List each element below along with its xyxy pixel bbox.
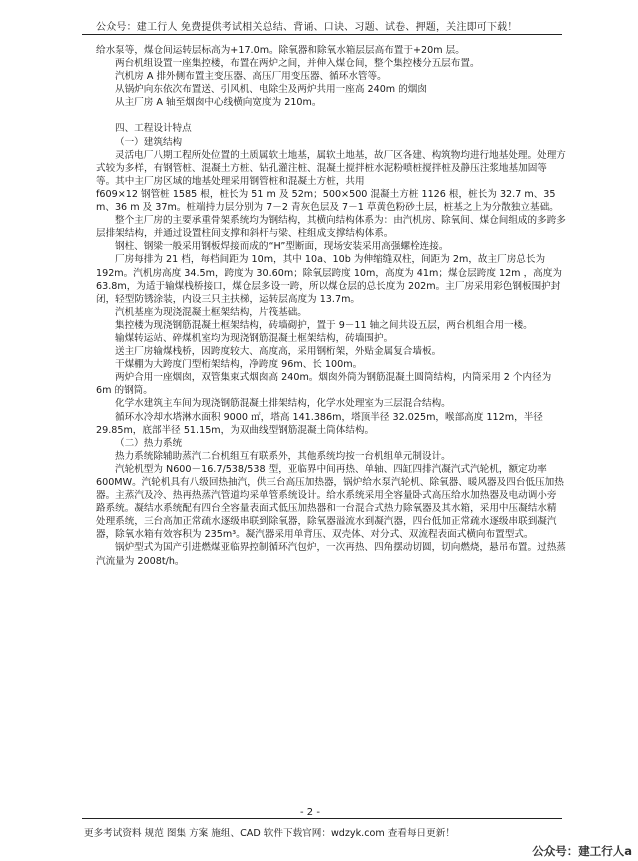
- subsection-heading: （一）建筑结构: [115, 136, 183, 148]
- page-footer: 更多考试资料 规范 图集 方案 施组、CAD 软件下载官网：wdzyk.com 查看每日更新！: [84, 828, 455, 839]
- paragraph: f609×12 钢管桩 1585 根，桩长为 51 m 及 52m；500×500 混凝土方桩 1126 根，桩长为 32.7 m、35 m、36 m 及 37m。桩端持力层分别为 7－2 青灰色层及 7－1 草黄色粉砂土层，桩基之上为分散独立基础。: [96, 188, 559, 214]
- section-heading: 四、工程设计特点: [115, 123, 192, 135]
- paragraph: 汽轮机型为 N600－16.7/538/538 型，亚临界中间再热、单轴、四缸四排汽凝汽式汽轮机，额定功率 600MW。汽轮机具有八级回热抽汽，供三台高压加热器，锅炉给水泵汽轮机、除氧器、暖风器及四台低压加热器。主蒸汽及冷、热再热蒸汽管道均采单管系统设计。给水系统采用全容量卧式高压给水加热器及电动调小旁路系统。凝结水系统配有四台全容量表面式低压加热器和一台混合式热力除氧器及其水箱，采用中压凝结水精处理系统，三台高加正常疏水逐级串联到除氧器，除氧器溢流水到凝汽器，四台低加正常疏水逐级串联到凝汽器，除氧水箱有效容积为 235m³。凝汽器采用单背压、双壳体、对分式、双流程表面式横向布置型式。: [96, 463, 564, 541]
- paragraph: 输煤转运站、碎煤机室均为现浇钢筋混凝土框架结构，砖墙围护。: [115, 332, 394, 344]
- paragraph: 集控楼为现浇钢筋混凝土框架结构，砖墙砌护，置于 9－11 轴之间共设五层，两台机组合用一楼。: [115, 319, 533, 331]
- paragraph: 从主厂房 A 轴至烟囱中心线横向宽度为 210m。: [115, 97, 322, 109]
- paragraph: 锅炉型式为国产引进燃煤亚临界控制循环汽包炉，一次再热、四角摆动切圆，切向燃烧，悬吊布置。过热蒸汽流量为 2008t/h。: [96, 542, 566, 567]
- paragraph: 汽机基座为现浇混凝土框架结构，片筏基础。: [115, 306, 307, 318]
- paragraph: 灵活电厂八期工程所处位置的土质属软土地基，属软土地基，故厂区各建、构筑物均进行地基处理。处理方式较为多样，有钢管桩、混凝土方桩、钻孔灌注桩、混凝土搅拌桩水泥粉喷桩搅拌桩及静压注浆地基加固等等。其中主厂房区域的地基处理采用钢管桩和混凝土方桩，共用: [96, 149, 566, 187]
- paragraph: 钢柱、钢梁一般采用钢板焊接而成的“H”型断面，现场安装采用高强螺栓连接。: [115, 241, 449, 253]
- paragraph: 两台机组设置一座集控楼，布置在两炉之间，并伸入煤仓间，整个集控楼分五层布置。: [115, 58, 480, 70]
- subsection-heading: 热力系统除辅助蒸汽二台机组互有联系外，其他系统均按一台机组单元制设计。: [115, 450, 451, 462]
- paragraph: 化学水建筑主车间为现浇钢筋混凝土排架结构，化学水处理室为三层混合结构。: [115, 398, 451, 410]
- watermark: 公众号：建工行人a: [532, 844, 632, 858]
- paragraph: 从锅炉向东依次布置送、引风机、电除尘及两炉共用一座高 240m 的烟囱: [115, 84, 427, 96]
- paragraph: 整个主厂房的主要承重骨架系统均为钢结构，其横向结构体系为：由汽机房、除氧间、煤仓间组成的多跨多层排架结构，并通过设置柱间支撑和斜杆与梁、柱组成支撑结构体系。: [96, 215, 566, 240]
- paragraph: （二）热力系统: [115, 437, 183, 449]
- header-rule: [82, 34, 562, 35]
- page-number: - 2 -: [300, 807, 320, 818]
- footer-rule: [82, 818, 562, 819]
- page-header: 公众号：建工行人 免费提供考试相关总结、背诵、口诀、习题、试卷、押题，关注即可下载！: [96, 22, 518, 33]
- paragraph: 送主厂房输煤栈桥，因跨度较大、高度高，采用钢桁架，外贴金属复合墙板。: [115, 346, 442, 358]
- document-body: [96, 44, 566, 568]
- paragraph: 干煤棚为大跨度门型桁架结构，净跨度 96m、长 100m。: [115, 359, 363, 371]
- paragraph: 给水泵等，煤仓间运转层标高为+17.0m。除氧器和除氧水箱层层高布置于+20m 层。: [96, 45, 465, 56]
- paragraph: 两炉合用一座烟囱，双管集束式烟囱高 240m。烟囱外筒为钢筋混凝土圆筒结构，内筒采用 2 个内径为 6m 的钢筒。: [96, 372, 552, 397]
- paragraph: 循环水冷却水塔淋水面积 9000 ㎡，塔高 141.386m，塔顶半径 32.025m，喉部高度 112m，半径 29.85m，底部半径 51.15m，为双曲线型钢筋混凝土筒体结构。: [96, 411, 543, 436]
- paragraph: 汽机房 A 排外侧布置主变压器、高压厂用变压器、循环水管等。: [115, 71, 387, 83]
- paragraph: 厂房每排为 21 档，每档间距为 10m，其中 10a、10b 为伸缩缝双柱，间距为 2m，故主厂房总长为 192m。汽机房高度 34.5m，跨度为 30.60m；除氧层跨度 10m，高度为 41m；煤仓层跨度 12m ，高度为 63.8m，为适于输煤栈桥接口，煤仓层多设一跨，所以煤仓层的总长度为 202m。主厂房采用彩色钢板围护封闭，轻型防锈涂装，内设三只主扶梯，运转层高度为 13.7m。: [96, 254, 562, 305]
